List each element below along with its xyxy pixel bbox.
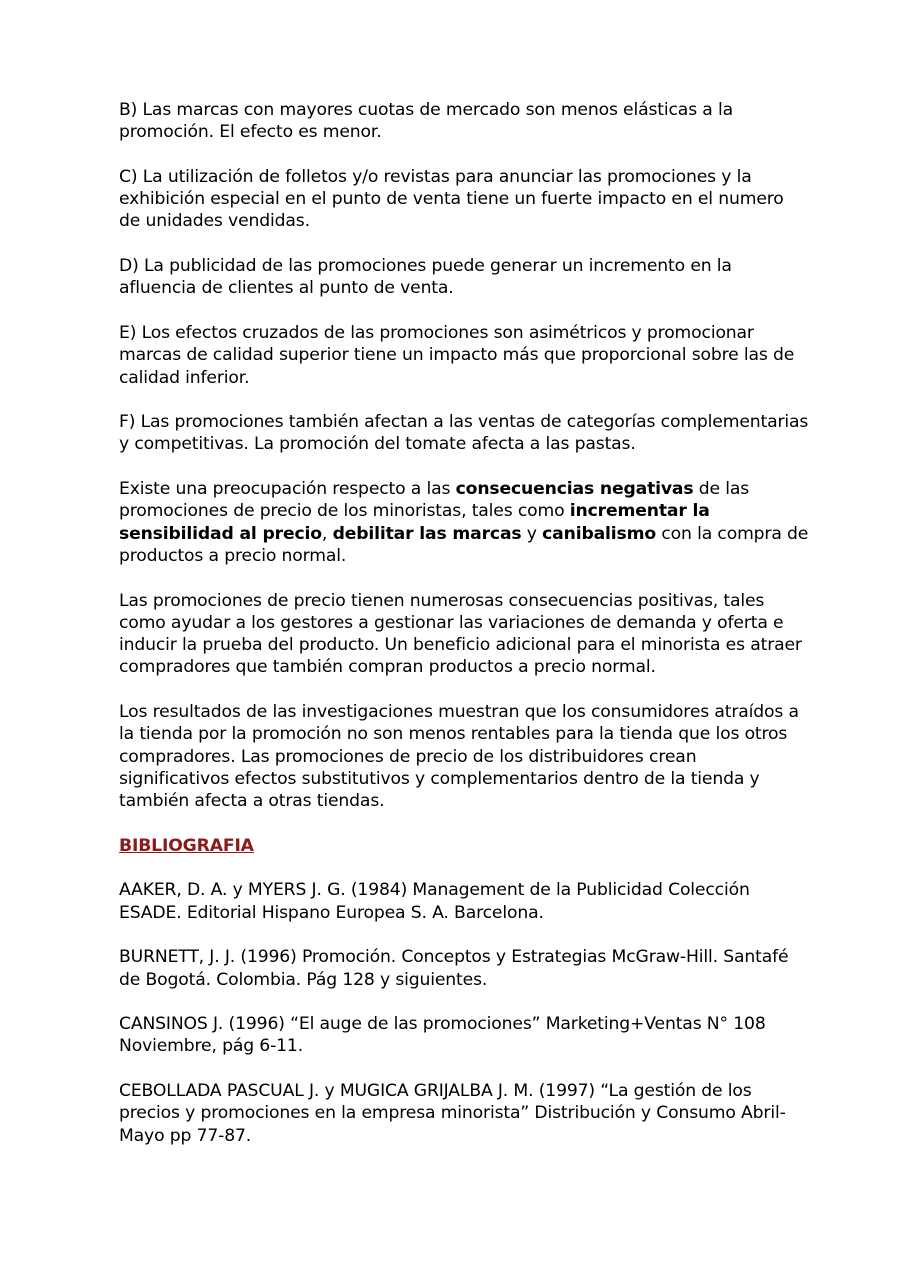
bibliography-reference: AAKER, D. A. y MYERS J. G. (1984) Management de la Publicidad Colección ESADE. Editorial Hispano Europea S. A. Barcelona. — [119, 880, 750, 923]
list-item-d: D) La publicidad de las promociones puede generar un incremento en la afluencia de clientes al punto de venta. — [119, 256, 732, 299]
list-item-c: C) La utilización de folletos y/o revistas para anunciar las promociones y la exhibición especial en el punto de venta tiene un fuerte impacto en el numero de unidades vendidas. — [119, 166, 784, 232]
list-item-b: B) Las marcas con mayores cuotas de mercado son menos elásticas a la promoción. El efecto es menor. — [119, 100, 734, 143]
document-page — [119, 99, 809, 1169]
text-segment: con la compra de productos a precio normal. — [119, 523, 809, 566]
text-segment: y — [521, 523, 543, 544]
bold-term-negative-consequences: consecuencias negativas — [455, 479, 694, 500]
bibliography-reference: CANSINOS J. (1996) “El auge de las promociones” Marketing+Ventas N° 108 Noviembre, pág 6-11. — [119, 1014, 766, 1057]
list-item-f: F) Las promociones también afectan a las ventas de categorías complementarias y competitivas. La promoción del tomate afecta a las pastas. — [119, 412, 809, 455]
list-item-e: E) Los efectos cruzados de las promociones son asimétricos y promocionar marcas de calidad superior tiene un impacto más que proporcional sobre las de calidad inferior. — [119, 322, 795, 388]
text-segment: , — [321, 523, 333, 544]
text-segment: de las promociones de precio de los minoristas, tales como — [119, 479, 750, 522]
research-results-paragraph: Los resultados de las investigaciones muestran que los consumidores atraídos a la tienda por la promoción no son menos rentables para la tienda que los otros compradores. Las promociones de precio de los distribuidores crean significativos efectos substitutivos y complementarios dentro de la tienda y también afecta a otras tiendas. — [119, 702, 799, 812]
bold-term-cannibalism: canibalismo — [542, 523, 657, 544]
negative-consequences-paragraph — [119, 478, 809, 567]
bold-term-price-sensitivity: incrementar la sensibilidad al precio — [119, 501, 710, 544]
bold-term-weaken-brands: debilitar las marcas — [332, 523, 522, 544]
bibliography-reference: CEBOLLADA PASCUAL J. y MUGICA GRIJALBA J. M. (1997) “La gestión de los precios y promociones en la empresa minorista” Distribución y Consumo Abril-Mayo pp 77-87. — [119, 1081, 786, 1146]
positive-consequences-paragraph: Las promociones de precio tienen numerosas consecuencias positivas, tales como ayudar a los gestores a gestionar las variaciones de demanda y oferta e inducir la prueba del producto. Un beneficio adicional para el minorista es atraer compradores que también compran productos a precio normal. — [119, 590, 802, 678]
bibliography-heading: BIBLIOGRAFIA — [119, 835, 254, 856]
bibliography-reference: BURNETT, J. J. (1996) Promoción. Conceptos y Estrategias McGraw-Hill. Santafé de Bogotá. Colombia. Pág 128 y siguientes. — [119, 947, 789, 990]
text-segment: Existe una preocupación respecto a las — [119, 479, 456, 500]
